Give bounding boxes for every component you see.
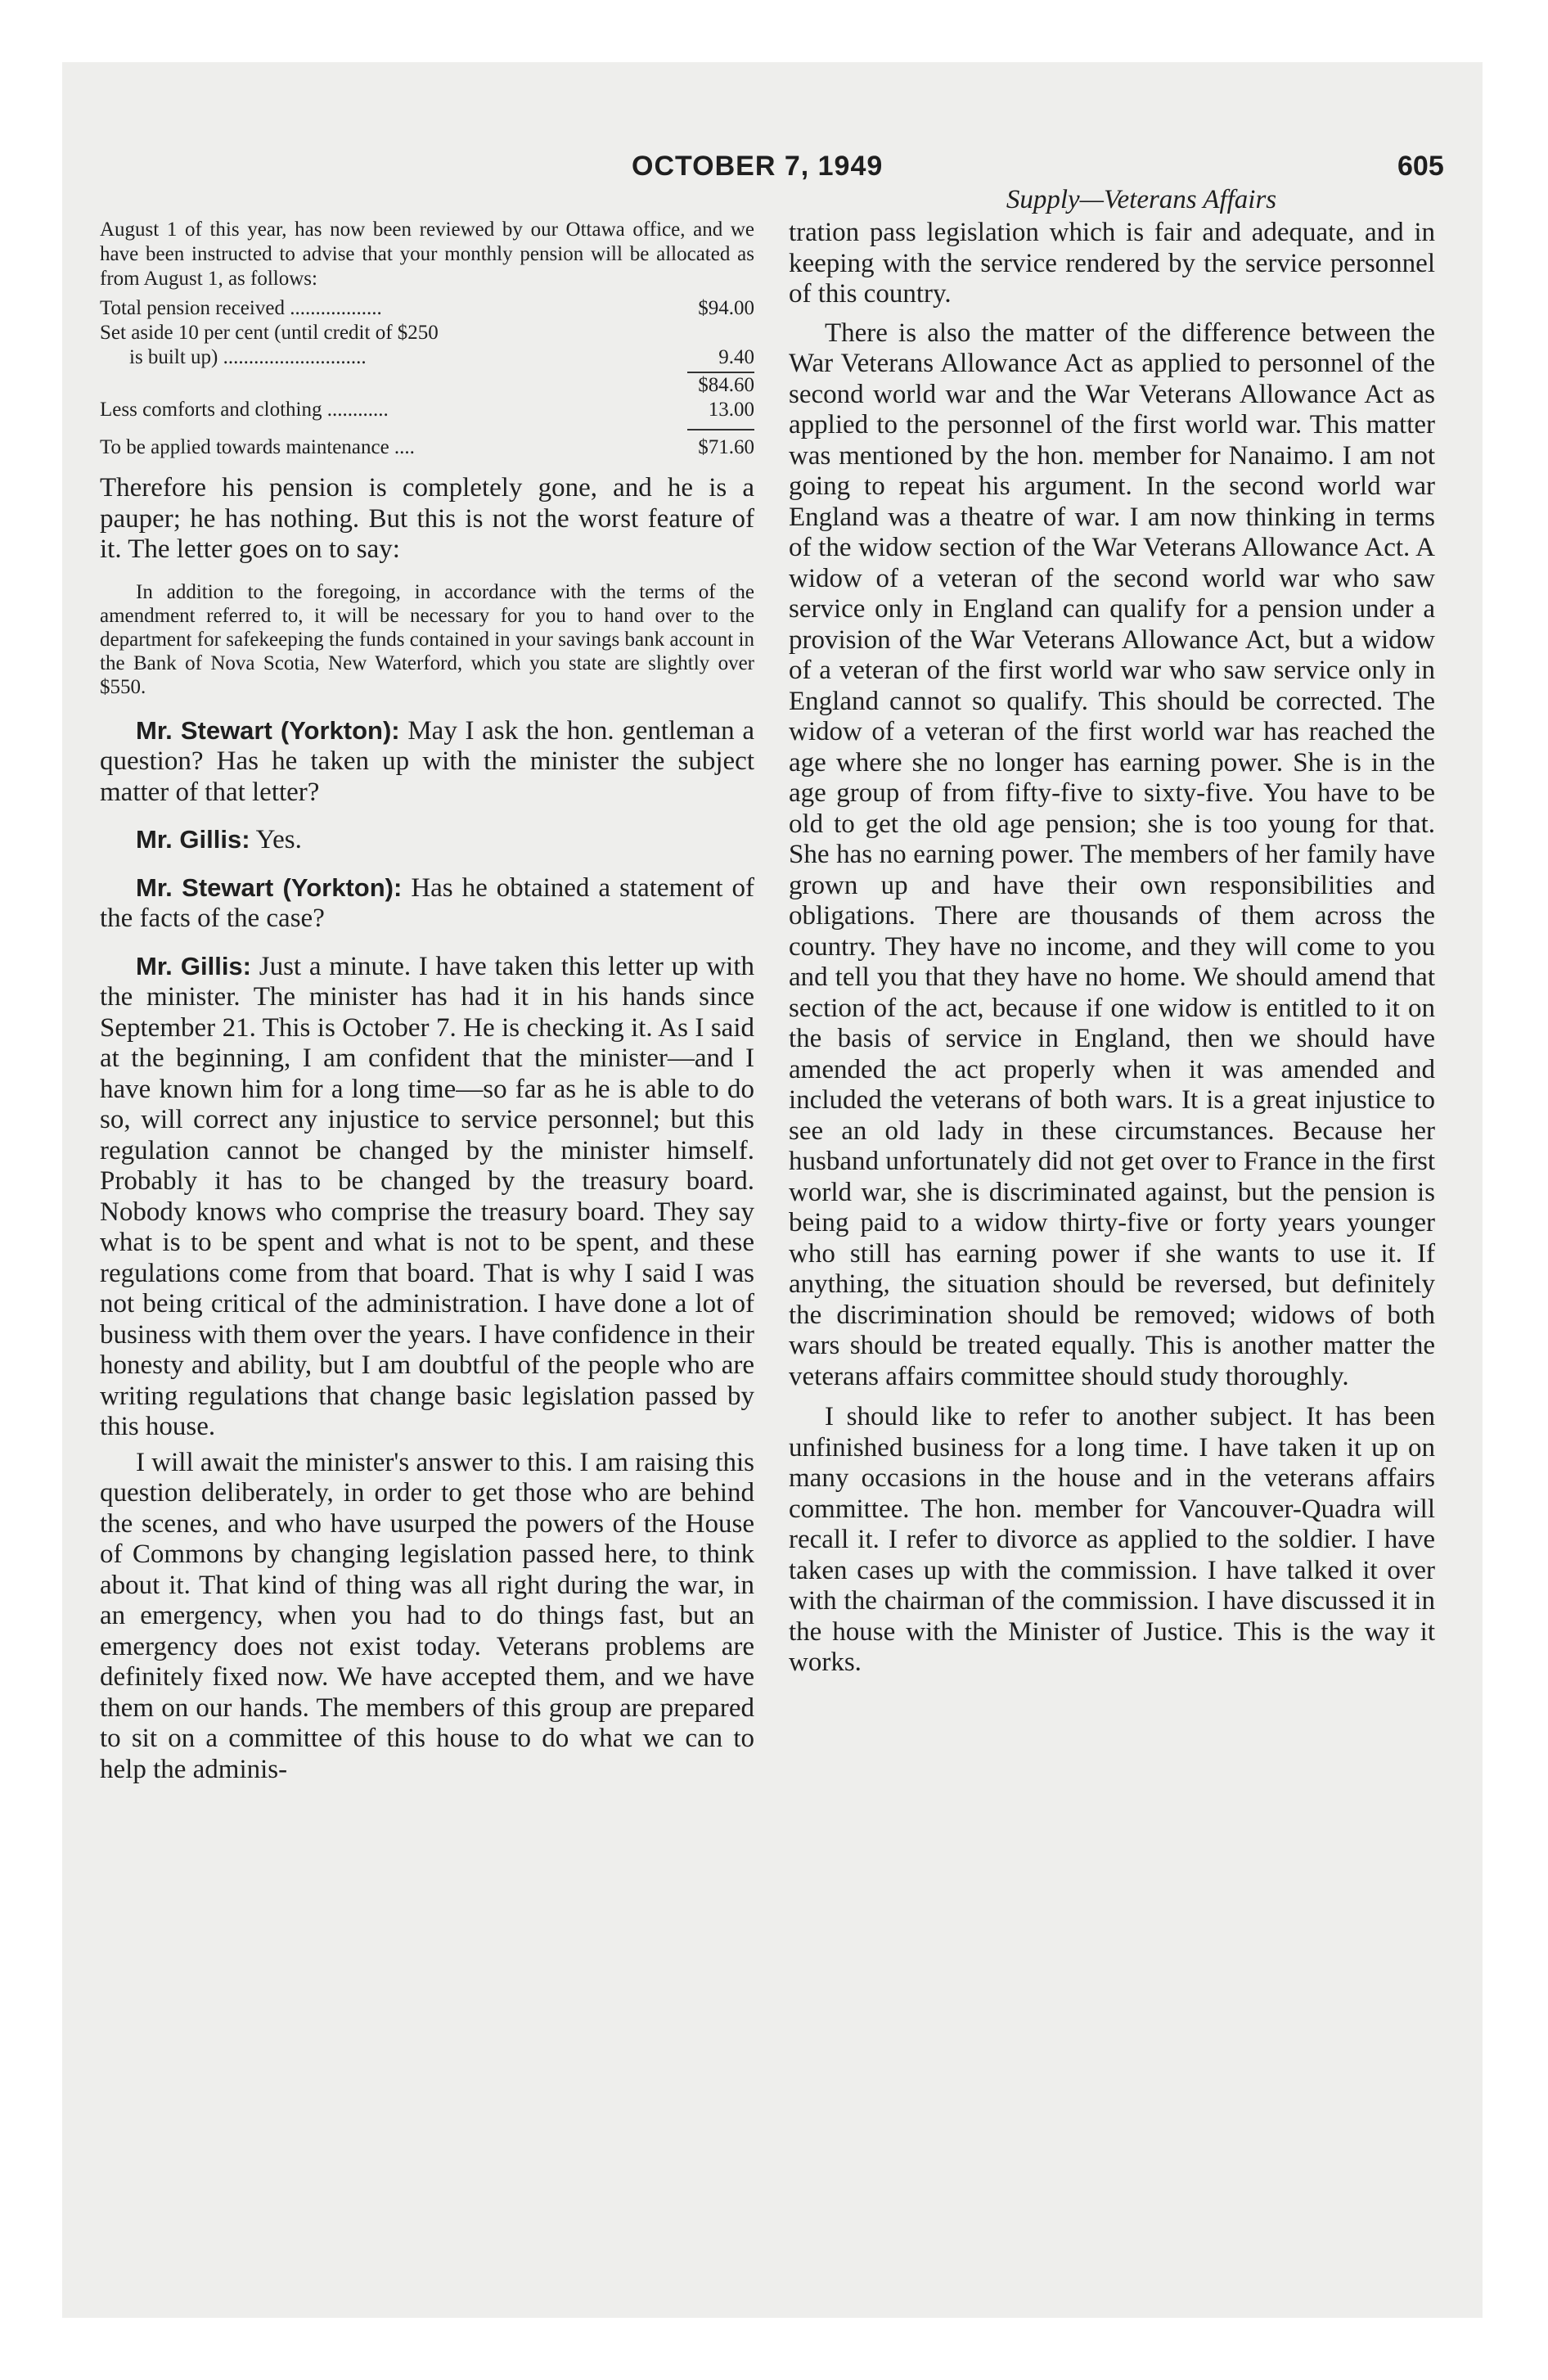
speech-text: May I ask the hon. gentleman a question? Has he taken up with the minister the subject matter of that letter? (100, 715, 755, 807)
allocation-row-total (100, 296, 754, 321)
subtotal-rule (687, 429, 754, 430)
speech-text: Has he obtained a statement of the facts of the case? (100, 872, 755, 933)
speech (100, 824, 754, 856)
speaker-name: Mr. Gillis: (136, 825, 250, 854)
block-quote: In addition to the foregoing, in accordance with the terms of the amendment referred to, it will be necessary for you to hand over to the department for safekeeping the funds contained in your savings bank account in the Bank of Nova Scotia, New Waterford, which you state are slightly over $550. (100, 580, 754, 698)
paragraph: Therefore his pension is completely gone, and he is a pauper; he has nothing. But this is not the worst feature of it. The letter goes on to say: (100, 473, 754, 564)
page-number: 605 (1397, 151, 1444, 182)
allocation-label: Less comforts and clothing ............ (100, 399, 389, 421)
speaker-name: Mr. Stewart (Yorkton): (136, 715, 400, 745)
allocation-row-subtotal (100, 373, 754, 398)
allocation-row-setaside (100, 321, 754, 345)
allocation-amount: $94.00 (698, 297, 754, 319)
paragraph: tration pass legislation which is fair and adequate, and in keeping with the service rendered by the service personnel of this country. (789, 218, 1435, 309)
speech (100, 715, 754, 809)
allocation-amount: 9.40 (718, 346, 754, 368)
paragraph: I should like to refer to another subject. It has been unfinished business for a long time. I have taken it up on many occasions in the house and in the veterans affairs committee. The hon. member for Vancouver-Quadra will recall it. I refer to divorce as applied to the soldier. I have taken cases up with the commission. I have talked it over with the chairman of the commission. I have discussed it in the house with the Minister of Justice. This is the way it works. (789, 1402, 1435, 1677)
allocation-label: is built up) ............................ (129, 346, 367, 368)
letter-intro: August 1 of this year, has now been reviewed by our Ottawa office, and we have been instructed to advise that your monthly pension will be allocated as from August 1, as follows: (100, 219, 754, 290)
allocation-row-setaside-cont (100, 345, 754, 370)
allocation-amount: $71.60 (698, 436, 754, 458)
allocation-label: To be applied towards maintenance .... (100, 436, 415, 458)
speech (100, 872, 754, 935)
allocation-label: Total pension received .................. (100, 297, 382, 319)
speech (100, 951, 754, 1443)
speech-text: Yes. (255, 825, 302, 854)
allocation-amount: $84.60 (698, 374, 754, 396)
speaker-name: Mr. Stewart (Yorkton): (136, 872, 403, 902)
right-column (789, 218, 1435, 1679)
allocation-label: Set aside 10 per cent (until credit of $250 (100, 322, 439, 344)
paragraph: I will await the minister's answer to this. I am raising this question deliberately, in order to get those who are behind the scenes, and who have usurped the powers of the House of Commons by changing legislation passed here, to think about it. That kind of thing was all right during the war, in an emergency, when you had to do things fast, but an emergency does not exist today. Veterans problems are definitely fixed now. We have accepted them, and we have them on our hands. The members of this group are prepared to sit on a committee of this house to do what we can to help the adminis- (100, 1447, 754, 1784)
allocation-row-final (100, 435, 754, 460)
allocation-amount: 13.00 (708, 399, 754, 421)
allocation-row-less (100, 398, 754, 422)
page-date-header: OCTOBER 7, 1949 (632, 151, 884, 182)
speech-text: Just a minute. I have taken this letter up with the minister. The minister has had it in his hands since September 21. This is October 7. He is checking it. As I said at the beginning, I am confident that the minister—and I have known him for a long time—so far as he is able to do so, will correct any injustice to service personnel; but this regulation cannot be changed by the minister himself. Probably it has to be changed by the treasury board. Nobody knows who comprise the treasury board. They say what is to be spent and what is not to be spent, and these regulations come from that board. That is why I said I was not being critical of the administration. I have done a lot of business with them over the years. I have confidence in their honesty and ability, but I am doubtful of the people who are writing regulations that change basic legislation passed by this house. (100, 951, 755, 1441)
running-head: Supply—Veterans Affairs (1006, 185, 1277, 214)
pension-allocation-table (100, 296, 754, 460)
paragraph: There is also the matter of the difference between the War Veterans Allowance Act as applied to personnel of the second world war and the War Veterans Allowance Act as applied to the personnel of the first world war. This matter was mentioned by the hon. member for Nanaimo. I am not going to repeat his argument. In the second world war England was a theatre of war. I am now thinking in terms of the widow section of the War Veterans Allowance Act. A widow of a veteran of the second world war who saw service only in England can qualify for a pension under a provision of the War Veterans Allowance Act, but a widow of a veteran of the first world war who saw service only in England cannot so qualify. This should be corrected. The widow of a veteran of the first world war has reached the age where she no longer has earning power. She is in the age group of from fifty-five to sixty-five. You have to be old to get the old age pension; she is too young for that. She has no earning power. The members of her family have grown up and have their own responsibilities and obligations. There are thousands of them across the country. They have no income, and they will come to you and tell you that they have no home. We should amend that section of the act, because if one widow is entitled to it on the basis of service in England, then we should have amended the act properly when it was amended and included the veterans of both wars. It is a great injustice to see an old lady in these circumstances. Because her husband unfortunately did not get over to France in the first world war, she is discriminated against, but the pension is being paid to a widow thirty-five or forty years younger who still has earning power if she wants to use it. If anything, the situation should be reversed, but definitely the discrimination should be removed; widows of both wars should be treated equally. This is another matter the veterans affairs committee should study thoroughly. (789, 318, 1435, 1391)
speaker-name: Mr. Gillis: (136, 951, 252, 980)
left-column (100, 218, 754, 1785)
